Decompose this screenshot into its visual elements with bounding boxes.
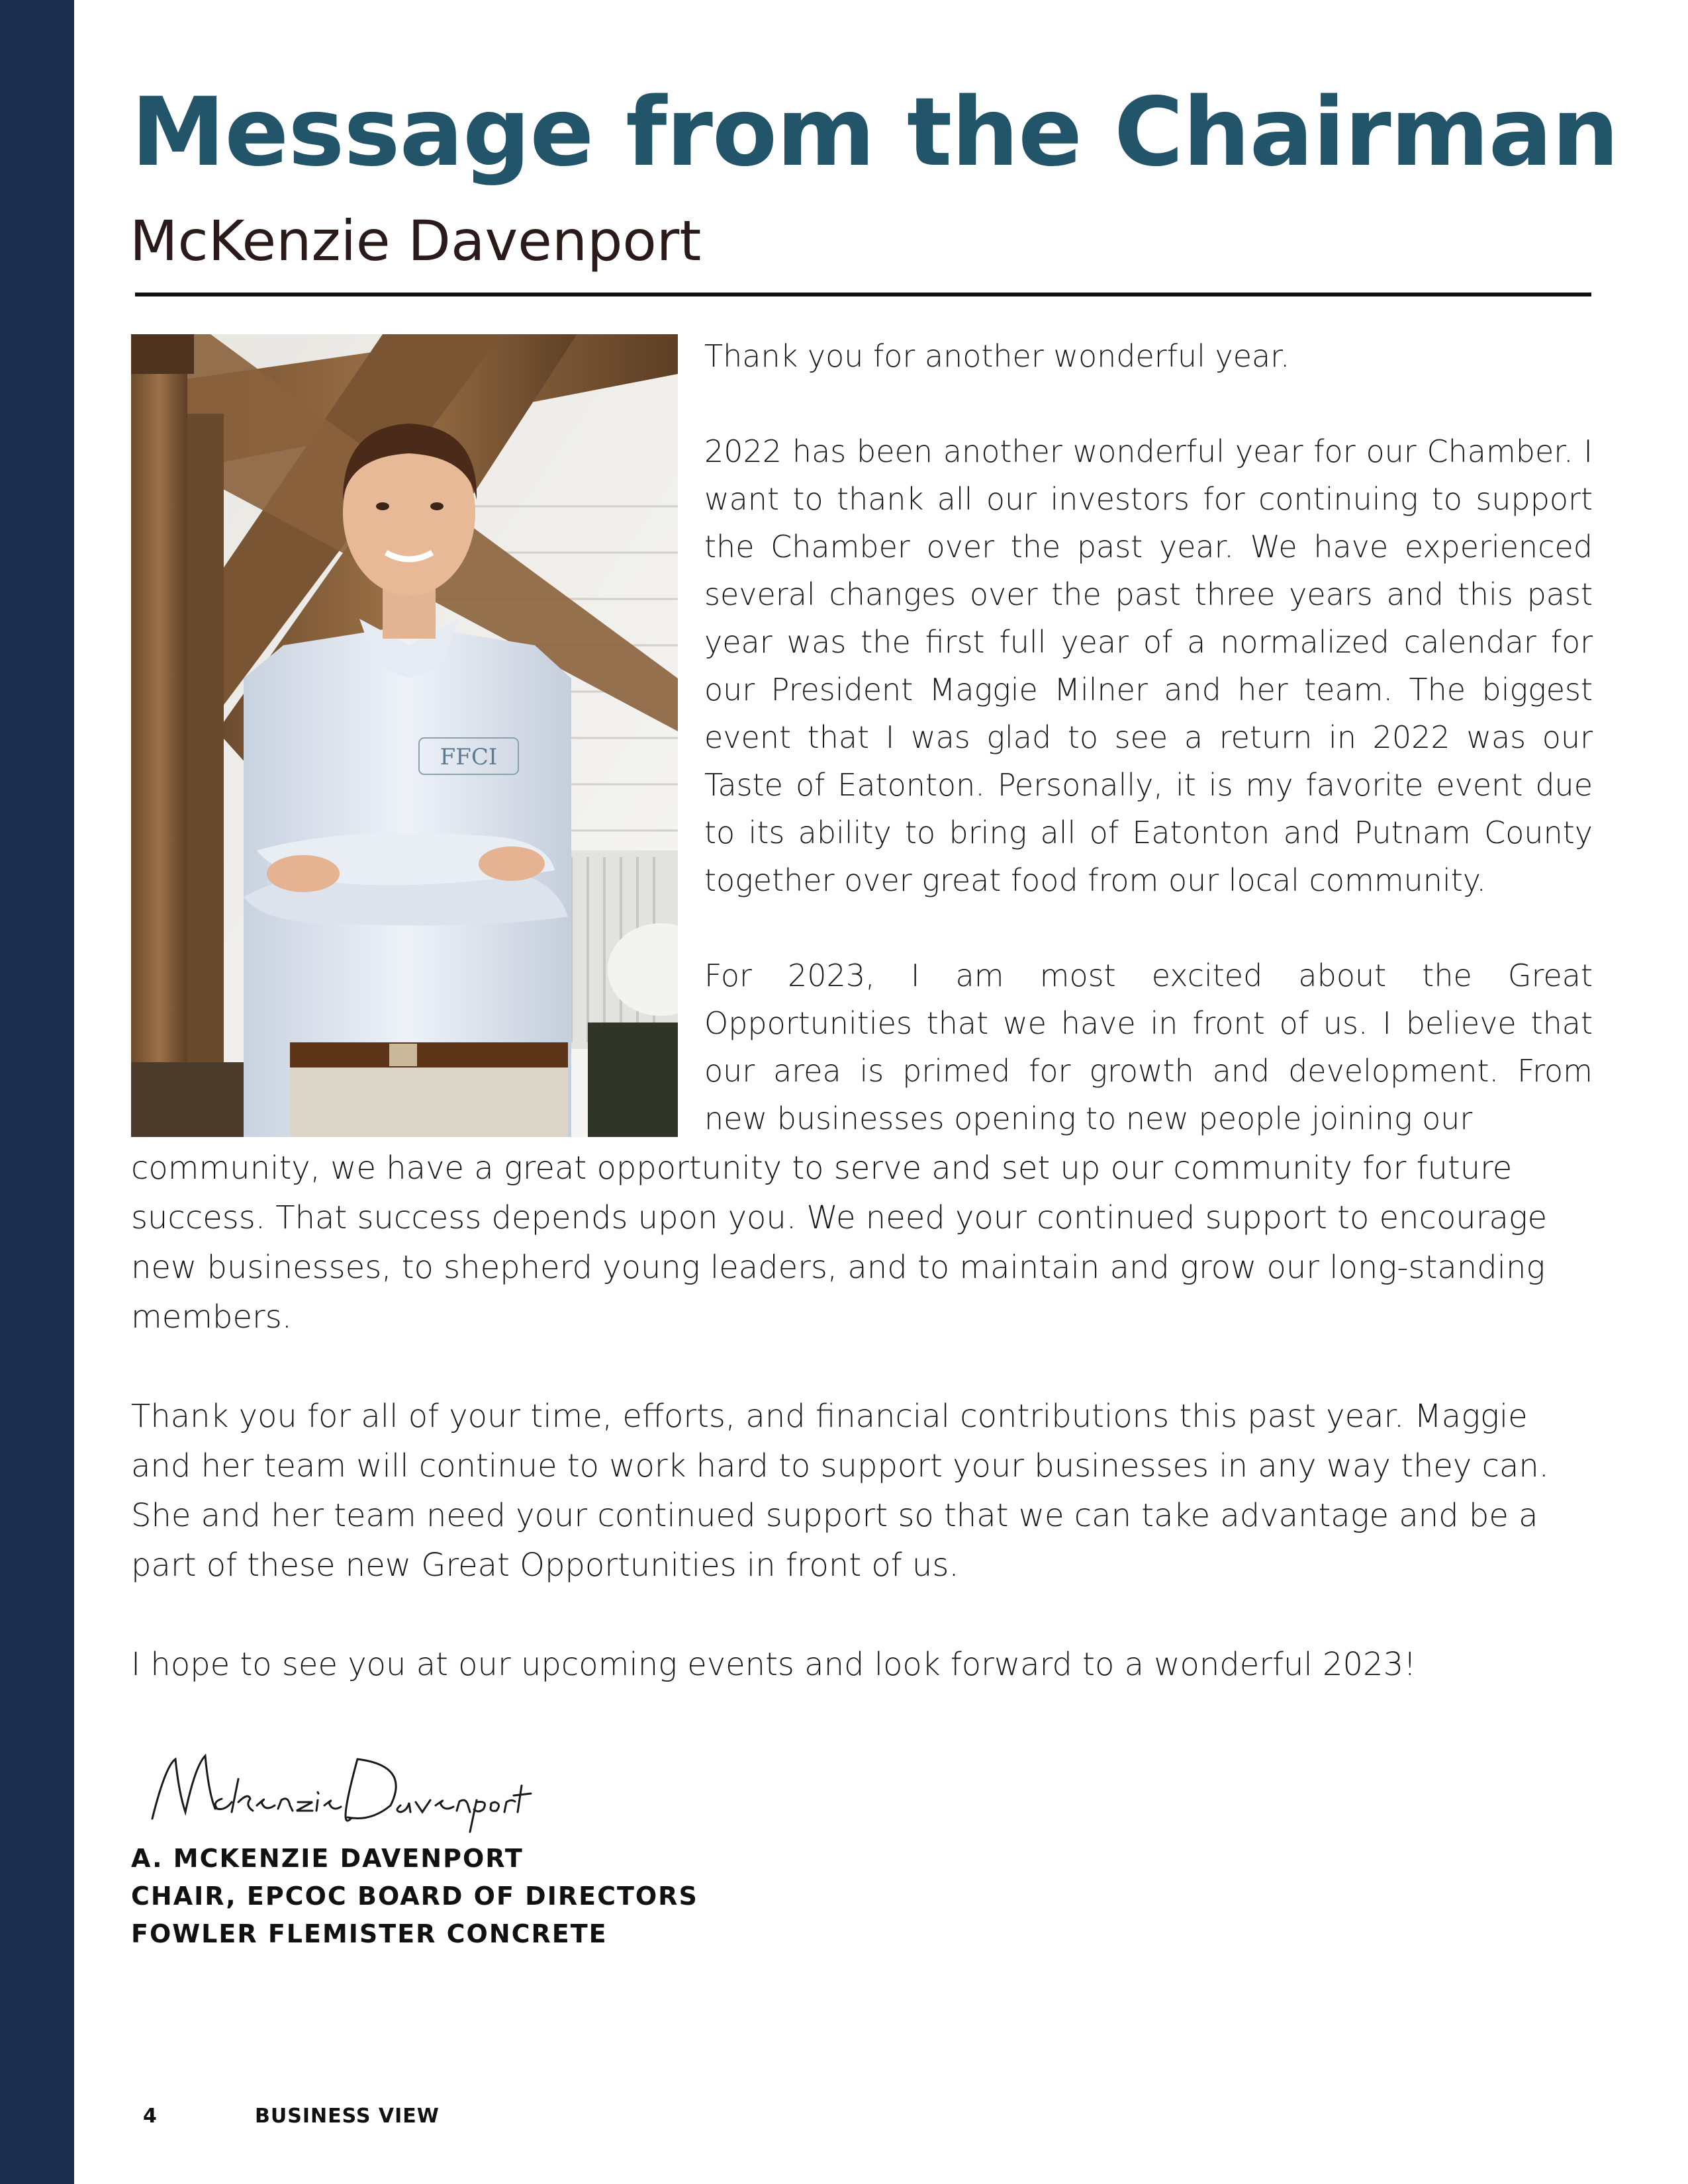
- page-number: 4: [143, 2105, 157, 2128]
- paragraph: I hope to see you at our upcoming events and look forward to a wonderful 2023!: [131, 1646, 1417, 1683]
- intro-column: [704, 332, 1593, 1142]
- main-column: [131, 1144, 1577, 1690]
- publication-name: BUSINESS VIEW: [255, 2105, 440, 2128]
- signature-block: [131, 1840, 698, 1953]
- paragraph: community, we have a great opportunity to serve and set up our community for future success. That success depends upon you. We need your continued support to encourage new businesses, to shepherd young leaders, and to maintain and grow our long-standing members.: [131, 1150, 1548, 1336]
- paragraph: Thank you for another wonderful year.: [704, 338, 1290, 374]
- title-divider: [135, 293, 1591, 296]
- page-subtitle: McKenzie Davenport: [130, 208, 702, 273]
- signer-company: FOWLER FLEMISTER CONCRETE: [131, 1919, 608, 1948]
- handwritten-signature: [139, 1739, 536, 1839]
- page-title: Message from the Chairman: [131, 77, 1618, 187]
- paragraph: Thank you for all of your time, efforts, and financial contributions this past year. Maggie and her team will continue to work hard to support your businesses in any way they can. She and her team need your continued support so that we can take advantage and be a part of these new Great Opportunities in front of us.: [131, 1398, 1550, 1584]
- shirt-logo: FFCI: [440, 744, 498, 770]
- signer-role: CHAIR, EPCOC BOARD OF DIRECTORS: [131, 1882, 698, 1911]
- paragraph: For 2023, I am most excited about the Great Opportunities that we have in front of us. I believe that our area is primed for growth and development. From new businesses opening to new people joining our: [704, 958, 1593, 1136]
- chairman-photo: [131, 334, 678, 1137]
- paragraph: 2022 has been another wonderful year for our Chamber. I want to thank all our investors for continuing to support the Chamber over the past year. We have experienced several changes over the past three years and this past year was the first full year of a normalized calendar for our President Maggie Milner and her team. The biggest event that I was glad to see a return in 2022 was our Taste of Eatonton. Personally, it is my favorite event due to its ability to bring all of Eatonton and Putnam County together over great food from our local community.: [704, 433, 1593, 898]
- left-sidebar-band: [0, 0, 74, 2184]
- signer-name: A. MCKENZIE DAVENPORT: [131, 1844, 524, 1873]
